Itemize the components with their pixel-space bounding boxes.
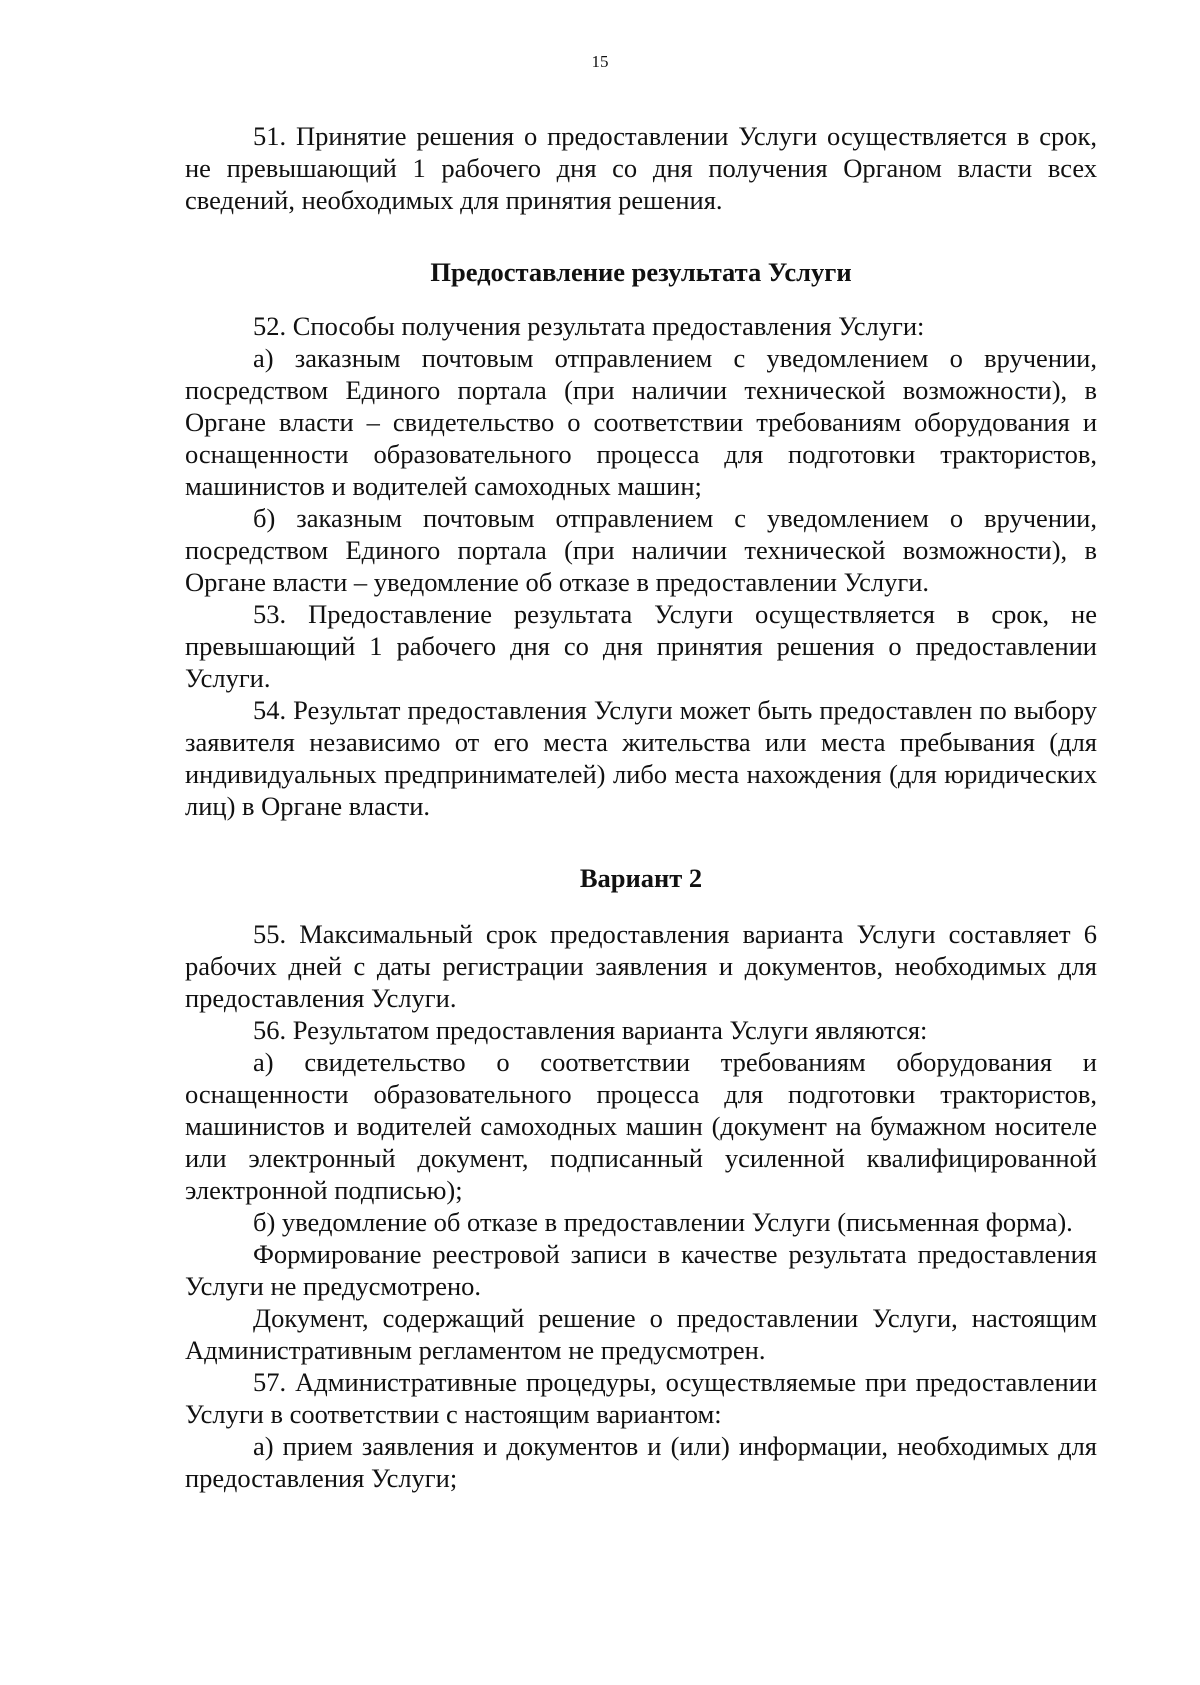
paragraph-56-a: а) свидетельство о соответствии требованиям оборудования и оснащенности образовательного процесса для подготовки трактористов, машинистов и водителей самоходных машин (документ на бумажном носителе или электронный документ, подписанный усиленной квалифицированной электронной подписью);: [185, 1047, 1097, 1205]
section-heading-variant-2: Вариант 2: [579, 863, 703, 893]
document-body: [185, 120, 1097, 1494]
paragraph-52-b: б) заказным почтовым отправлением с уведомлением о вручении, посредством Единого портала (при наличии технической возможности), в Органе власти – уведомление об отказе в предоставлении Услуги.: [185, 503, 1097, 597]
paragraph-55: 55. Максимальный срок предоставления варианта Услуги составляет 6 рабочих дней с даты регистрации заявления и документов, необходимых для предоставления Услуги.: [185, 919, 1097, 1013]
paragraph-56-document: Документ, содержащий решение о предоставлении Услуги, настоящим Административным регламентом не предусмотрен.: [185, 1303, 1097, 1365]
paragraph-57: 57. Административные процедуры, осуществляемые при предоставлении Услуги в соответствии с настоящим вариантом:: [185, 1367, 1097, 1429]
paragraph-53: 53. Предоставление результата Услуги осуществляется в срок, не превышающий 1 рабочего дня со дня принятия решения о предоставлении Услуги.: [185, 599, 1097, 693]
paragraph-56-b: б) уведомление об отказе в предоставлении Услуги (письменная форма).: [253, 1207, 1073, 1237]
paragraph-54: 54. Результат предоставления Услуги может быть предоставлен по выбору заявителя независимо от его места жительства или места пребывания (для индивидуальных предпринимателей) либо места нахождения (для юридических лиц) в Органе власти.: [185, 695, 1097, 821]
paragraph-56: 56. Результатом предоставления варианта Услуги являются:: [253, 1015, 928, 1045]
paragraph-51: 51. Принятие решения о предоставлении Услуги осуществляется в срок, не превышающий 1 рабочего дня со дня получения Органом власти всех сведений, необходимых для принятия решения.: [185, 121, 1097, 215]
paragraph-56-registry: Формирование реестровой записи в качестве результата предоставления Услуги не предусмотрено.: [185, 1239, 1097, 1301]
paragraph-52-a: а) заказным почтовым отправлением с уведомлением о вручении, посредством Единого портала (при наличии технической возможности), в Органе власти – свидетельство о соответствии требованиям оборудования и оснащенности образовательного процесса для подготовки трактористов, машинистов и водителей самоходных машин;: [185, 343, 1097, 501]
paragraph-57-a: а) прием заявления и документов и (или) информации, необходимых для предоставления Услуги;: [185, 1431, 1097, 1493]
section-heading-result: Предоставление результата Услуги: [430, 257, 852, 287]
page-number: 15: [591, 52, 609, 71]
paragraph-52: 52. Способы получения результата предоставления Услуги:: [253, 311, 925, 341]
